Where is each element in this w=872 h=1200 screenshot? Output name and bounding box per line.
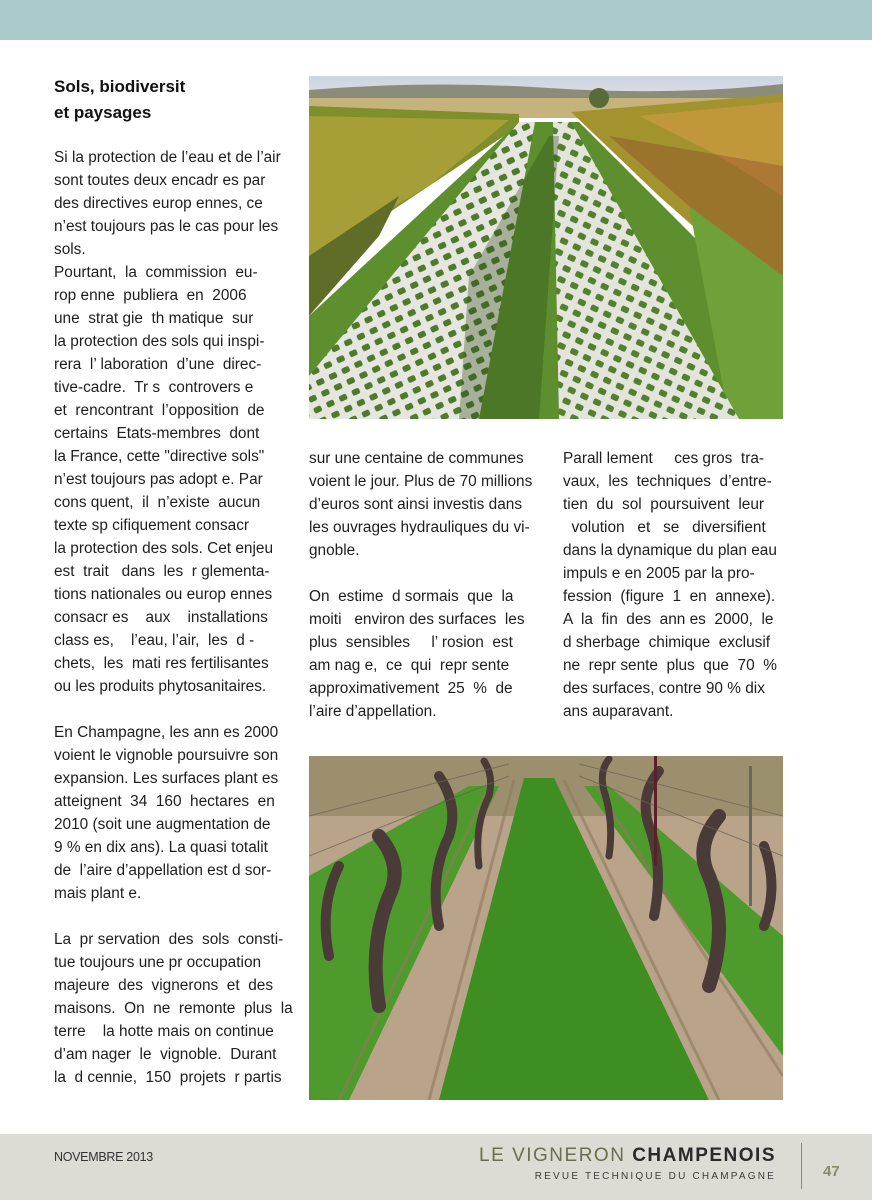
text-line: impuls e en 2005 par la pro- [563,565,755,582]
paragraph-gap [54,698,276,721]
text-line: maisons. On ne remonte plus la [54,1000,293,1017]
text-line: mais plant e. [54,885,142,902]
text-line: la d cennie, 150 projets r partis [54,1069,282,1086]
text-line: La pr servation des sols consti- [54,931,284,948]
text-line: dans la dynamique du plan eau [563,542,777,559]
text-line: l’aire d’appellation. [309,703,437,720]
text-line: la protection des sols. Cet enjeu [54,540,274,557]
vineyard-track-illustration [309,76,783,419]
text-column-1 [54,146,293,1089]
vineyard-rows-illustration [309,756,783,1100]
text-line: ou les produits phytosanitaires. [54,678,267,695]
footer-divider [801,1143,802,1189]
text-line: 9 % en dix ans). La quasi totalit [54,839,268,856]
text-line: Pourtant, la commission eu- [54,264,258,281]
page-footer [0,1134,872,1200]
text-line: am nag e, ce qui repr sente [309,657,510,674]
text-line: la France, cette "directive sols" [54,448,265,465]
text-line: est trait dans les r glementa- [54,563,270,580]
text-line: moiti environ des surfaces les [309,611,525,628]
text-line: tien du sol poursuivent leur [563,496,765,513]
text-line: d’am nager le vignoble. Durant [54,1046,277,1063]
text-line: sols. [54,241,86,258]
text-line: voient le vignoble poursuivre son [54,747,279,764]
text-line: tive-cadre. Tr s controvers e [54,379,254,396]
text-line: voient le jour. Plus de 70 millions [309,473,533,490]
issue-date: NOVEMBRE 2013 [54,1150,153,1164]
text-line: 2010 (soit une augmentation de [54,816,271,833]
publication-title-bold: CHAMPENOIS [632,1145,776,1166]
text-column-3 [563,447,785,723]
text-line: expansion. Les surfaces plant es [54,770,279,787]
heading-line: Sols, biodiversit [54,77,186,96]
text-line: gnoble. [309,542,360,559]
text-line: des surfaces, contre 90 % dix [563,680,765,697]
text-line: Si la protection de l’eau et de l’air [54,149,281,166]
text-line: terre la hotte mais on continue [54,1023,274,1040]
text-line: une strat gie th matique sur [54,310,254,327]
text-line: d’euros sont ainsi investis dans [309,496,523,513]
heading-line: et paysages [54,103,152,122]
vineyard-track-photo [309,76,783,419]
publication-title-light: LE VIGNERON [479,1145,633,1166]
text-column-2 [309,447,531,723]
text-line: sont toutes deux encadr es par [54,172,266,189]
text-line: tions nationales ou europ ennes [54,586,273,603]
text-line: certains Etats-membres dont [54,425,260,442]
paragraph-gap [54,905,276,928]
text-line: fession (figure 1 en annexe). [563,588,776,605]
text-line: volution et se diversifient [563,519,766,536]
text-line: Parall lement ces gros tra- [563,450,765,467]
text-line: A la fin des ann es 2000, le [563,611,774,628]
vineyard-rows-photo [309,756,783,1100]
text-line: n’est toujours pas le cas pour les [54,218,279,235]
text-line: la protection des sols qui inspi- [54,333,265,350]
page-number: 47 [823,1163,840,1180]
paragraph-gap [309,562,531,585]
text-line: majeure des vignerons et des [54,977,274,994]
text-line: rera l’ laboration d’une direc- [54,356,262,373]
text-line: de l’aire d’appellation est d sor- [54,862,272,879]
text-line: class es, l’eau, l’air, les d - [54,632,255,649]
text-line: n’est toujours pas adopt e. Par [54,471,263,488]
text-line: ne repr sente plus que 70 % [563,657,777,674]
text-line: et rencontrant l’opposition de [54,402,265,419]
publication-title [479,1145,776,1167]
text-line: consacr es aux installations [54,609,268,626]
section-heading [54,74,185,126]
text-line: plus sensibles l’ rosion est [309,634,513,651]
text-line: chets, les mati res fertilisantes [54,655,269,672]
text-line: atteignent 34 160 hectares en [54,793,275,810]
publication-subtitle: REVUE TECHNIQUE DU CHAMPAGNE [534,1171,776,1182]
text-line: d sherbage chimique exclusif [563,634,771,651]
top-color-band [0,0,872,40]
text-line: On estime d sormais que la [309,588,514,605]
text-line: vaux, les techniques d’entre- [563,473,772,490]
text-line: des directives europ ennes, ce [54,195,263,212]
text-line: tue toujours une pr occupation [54,954,262,971]
text-line: cons quent, il n’existe aucun [54,494,261,511]
text-line: approximativement 25 % de [309,680,513,697]
text-line: En Champagne, les ann es 2000 [54,724,279,741]
text-line: les ouvrages hydrauliques du vi- [309,519,530,536]
text-line: sur une centaine de communes [309,450,524,467]
text-line: texte sp cifiquement consacr [54,517,250,534]
text-line: ans auparavant. [563,703,674,720]
text-line: rop enne publiera en 2006 [54,287,247,304]
